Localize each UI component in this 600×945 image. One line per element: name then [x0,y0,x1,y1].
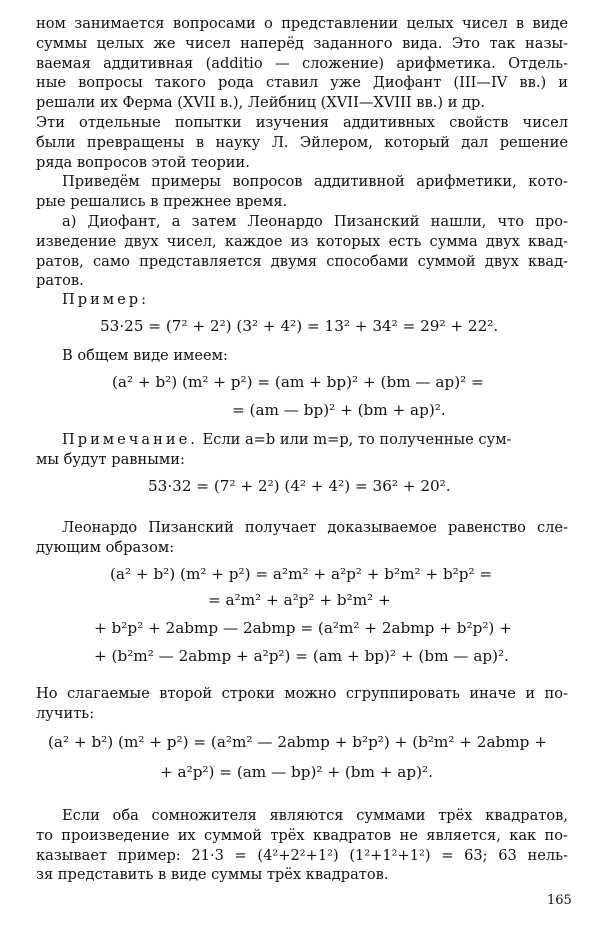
text-line: ваемая аддитивная (additio — сложение) арифметика. Отдель- [36,54,568,72]
equation-regroup-line-1: (a² + b²) (m² + p²) = (a²m² — 2abmp + b²p²) + (b²m² + 2abmp + [48,733,547,751]
text-line: ном занимается вопросами о представлении целых чисел в виде [36,15,568,32]
equation-general-line-1: (a² + b²) (m² + p²) = (am + bp)² + (bm — ap)² = [112,373,484,391]
equation-leonardo-line-1: (a² + b²) (m² + p²) = a²m² + a²p² + b²m² + b²p² = [110,565,493,583]
text-line: Эти отдельные попытки изучения аддитивных свойств чисел [36,113,568,131]
text-line: дующим образом: [36,538,175,556]
text-line: лучить: [36,704,95,722]
equation-example-2: 53·32 = (7² + 2²) (4² + 4²) = 36² + 20². [148,477,451,495]
equation-leonardo-line-3: + b²p² + 2abmp — 2abmp = (a²m² + 2abmp + b²p²) + [94,619,512,637]
text-line: Но слагаемые второй строки можно сгруппировать иначе и по- [36,685,568,702]
text-line: то произведение их суммой трёх квадратов не является, как по- [36,826,568,844]
text-line: зя представить в виде суммы трёх квадратов. [36,866,389,884]
paragraph-regroup [36,684,568,724]
text-line: были превращены в науку Л. Эйлером, который дал решение [36,133,568,151]
text-line: Приведём примеры вопросов аддитивной арифметики, кото- [62,173,568,190]
text-line: рые решались в прежнее время. [36,192,288,210]
text-line: ные вопросы такого рода ставил уже Диофант (III—IV вв.) и [36,74,568,92]
page-number: 165 [547,893,572,908]
general-form-intro: В общем виде имеем: [62,347,228,364]
text-line: суммы целых же чисел наперёд заданного вида. Это так назы- [36,34,568,52]
note-label: Примечание. [62,431,198,448]
text-line: мы будут равными: [36,450,185,468]
paragraph-examples-intro [36,172,568,212]
text-line: ратов, само представляется двумя способами суммой двух квад- [36,252,568,270]
equation-leonardo-line-4: + (b²m² — 2abmp + a²p²) = (am + bp)² + (bm — ap)². [94,647,509,665]
note-paragraph [36,430,568,470]
text-line: казывает пример: 21·3 = (4²+2²+1²) (1²+1²+1²) = 63; 63 нель- [36,846,568,864]
text-line: Если оба сомножителя являются суммами трёх квадратов, [62,807,568,824]
text-line: решали их Ферма (XVII в.), Лейбниц (XVII—XVIII вв.) и др. [36,94,486,112]
note-text: Если a=b или m=p, то полученные сум- [202,431,512,448]
equation-example-1: 53·25 = (7² + 2²) (3² + 4²) = 13² + 34² = 29² + 22². [100,317,499,335]
equation-general-line-2: = (am — bp)² + (bm + ap)². [232,401,446,419]
text-line: ратов. [36,272,84,290]
example-label: Пример: [62,291,150,308]
note-line [36,430,568,450]
paragraph-additive-arithmetic [36,14,568,172]
paragraph-diophantus [36,212,568,291]
equation-regroup-line-2: + a²p²) = (am — bp)² + (bm + ap)². [160,763,433,781]
text-line: изведение двух чисел, каждое из которых есть сумма двух квад- [36,232,568,250]
paragraph-leonardo [36,518,568,558]
equation-leonardo-line-2: = a²m² + a²p² + b²m² + [208,591,391,609]
text-line: Леонардо Пизанский получает доказываемое равенство сле- [62,519,568,536]
text-line: а) Диофант, а затем Леонардо Пизанский нашли, что про- [62,213,568,230]
paragraph-three-squares [36,806,568,885]
text-line: ряда вопросов этой теории. [36,153,250,171]
